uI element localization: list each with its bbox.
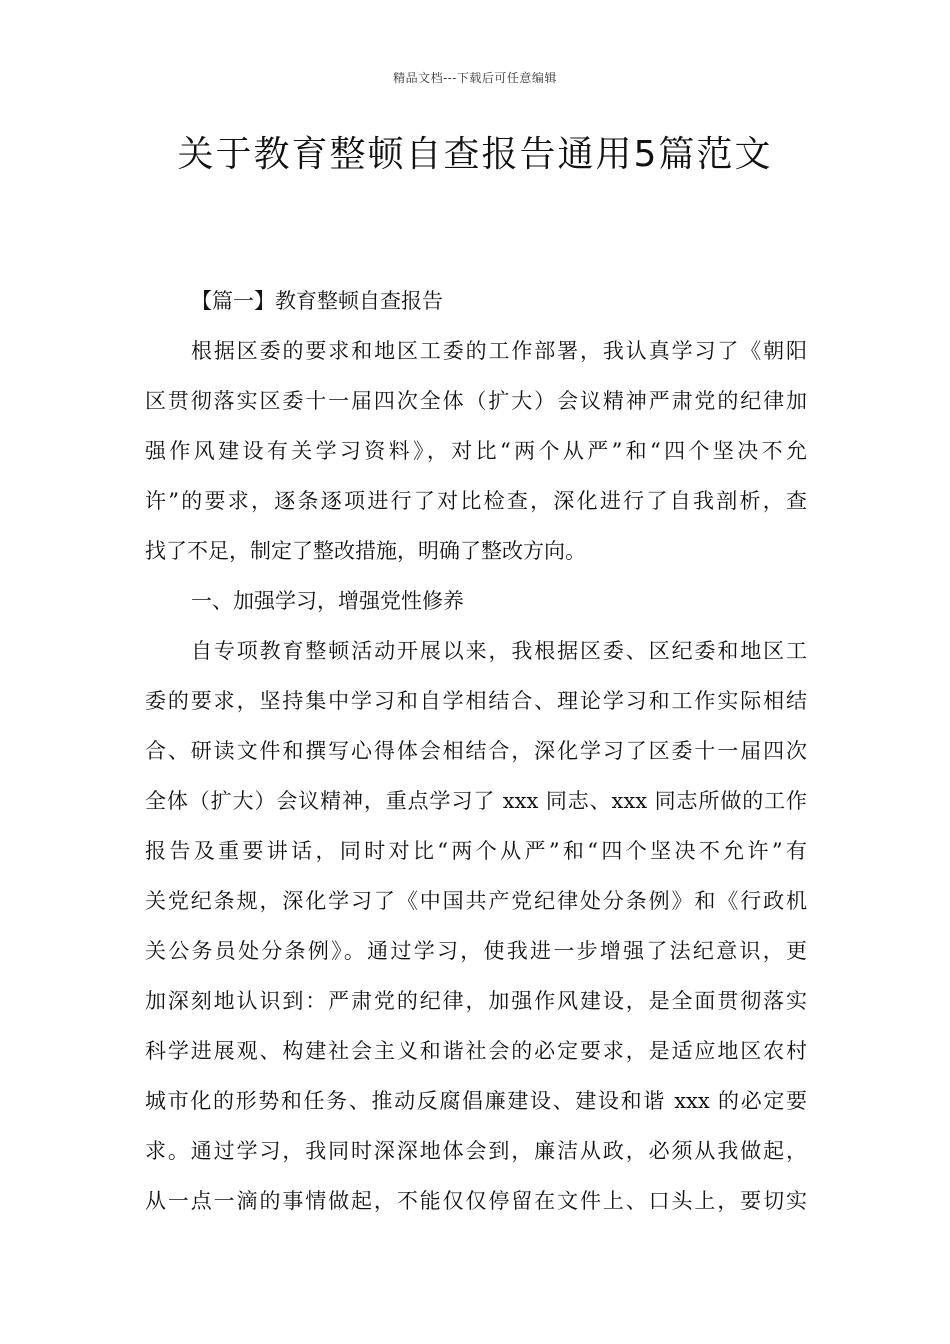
paragraph-line: 城市化的形势和任务、推动反腐倡廉建设、建设和谐 xxx 的必定要 bbox=[145, 1089, 807, 1113]
subsection-heading: 一、加强学习，增强党性修养 bbox=[191, 589, 464, 613]
paragraph-line: 关公务员处分条例》。通过学习，使我进一步增强了法纪意识，更 bbox=[145, 939, 807, 963]
paragraph-line: 全体（扩大）会议精神，重点学习了 xxx 同志、xxx 同志所做的工作 bbox=[145, 789, 807, 813]
paragraph-line: 强作风建设有关学习资料》，对比“两个从严”和“四个坚决不允 bbox=[145, 439, 807, 463]
paragraph-line: 从一点一滴的事情做起，不能仅仅停留在文件上、口头上，要切实 bbox=[145, 1189, 807, 1213]
paragraph-line: 关党纪条规，深化学习了《中国共产党纪律处分条例》和《行政机 bbox=[145, 889, 807, 913]
document-body bbox=[145, 283, 807, 1233]
paragraph-line: 科学进展观、构建社会主义和谐社会的必定要求，是适应地区农村 bbox=[145, 1039, 807, 1063]
paragraph-line: 合、研读文件和撰写心得体会相结合，深化学习了区委十一届四次 bbox=[145, 739, 807, 763]
paragraph-line: 根据区委的要求和地区工委的工作部署，我认真学习了《朝阳 bbox=[191, 339, 807, 363]
paragraph-line: 委的要求，坚持集中学习和自学相结合、理论学习和工作实际相结 bbox=[145, 689, 807, 713]
paragraph-line: 求。通过学习，我同时深深地体会到，廉洁从政，必须从我做起， bbox=[145, 1139, 807, 1163]
paragraph-line: 找了不足，制定了整改措施，明确了整改方向。 bbox=[145, 539, 586, 563]
section-heading: 【篇一】教育整顿自查报告 bbox=[191, 289, 443, 313]
paragraph-line: 自专项教育整顿活动开展以来，我根据区委、区纪委和地区工 bbox=[191, 639, 807, 663]
paragraph-line: 区贯彻落实区委十一届四次全体（扩大）会议精神严肃党的纪律加 bbox=[145, 389, 807, 413]
paragraph-line: 加深刻地认识到：严肃党的纪律，加强作风建设，是全面贯彻落实 bbox=[145, 989, 807, 1013]
paragraph-line: 报告及重要讲话，同时对比“两个从严”和“四个坚决不允许”有 bbox=[145, 839, 807, 863]
document-title: 关于教育整顿自查报告通用5篇范文 bbox=[177, 134, 773, 175]
header-note: 精品文档---下载后可任意编辑 bbox=[393, 71, 557, 85]
paragraph-line: 许”的要求，逐条逐项进行了对比检查，深化进行了自我剖析，查 bbox=[145, 489, 807, 513]
